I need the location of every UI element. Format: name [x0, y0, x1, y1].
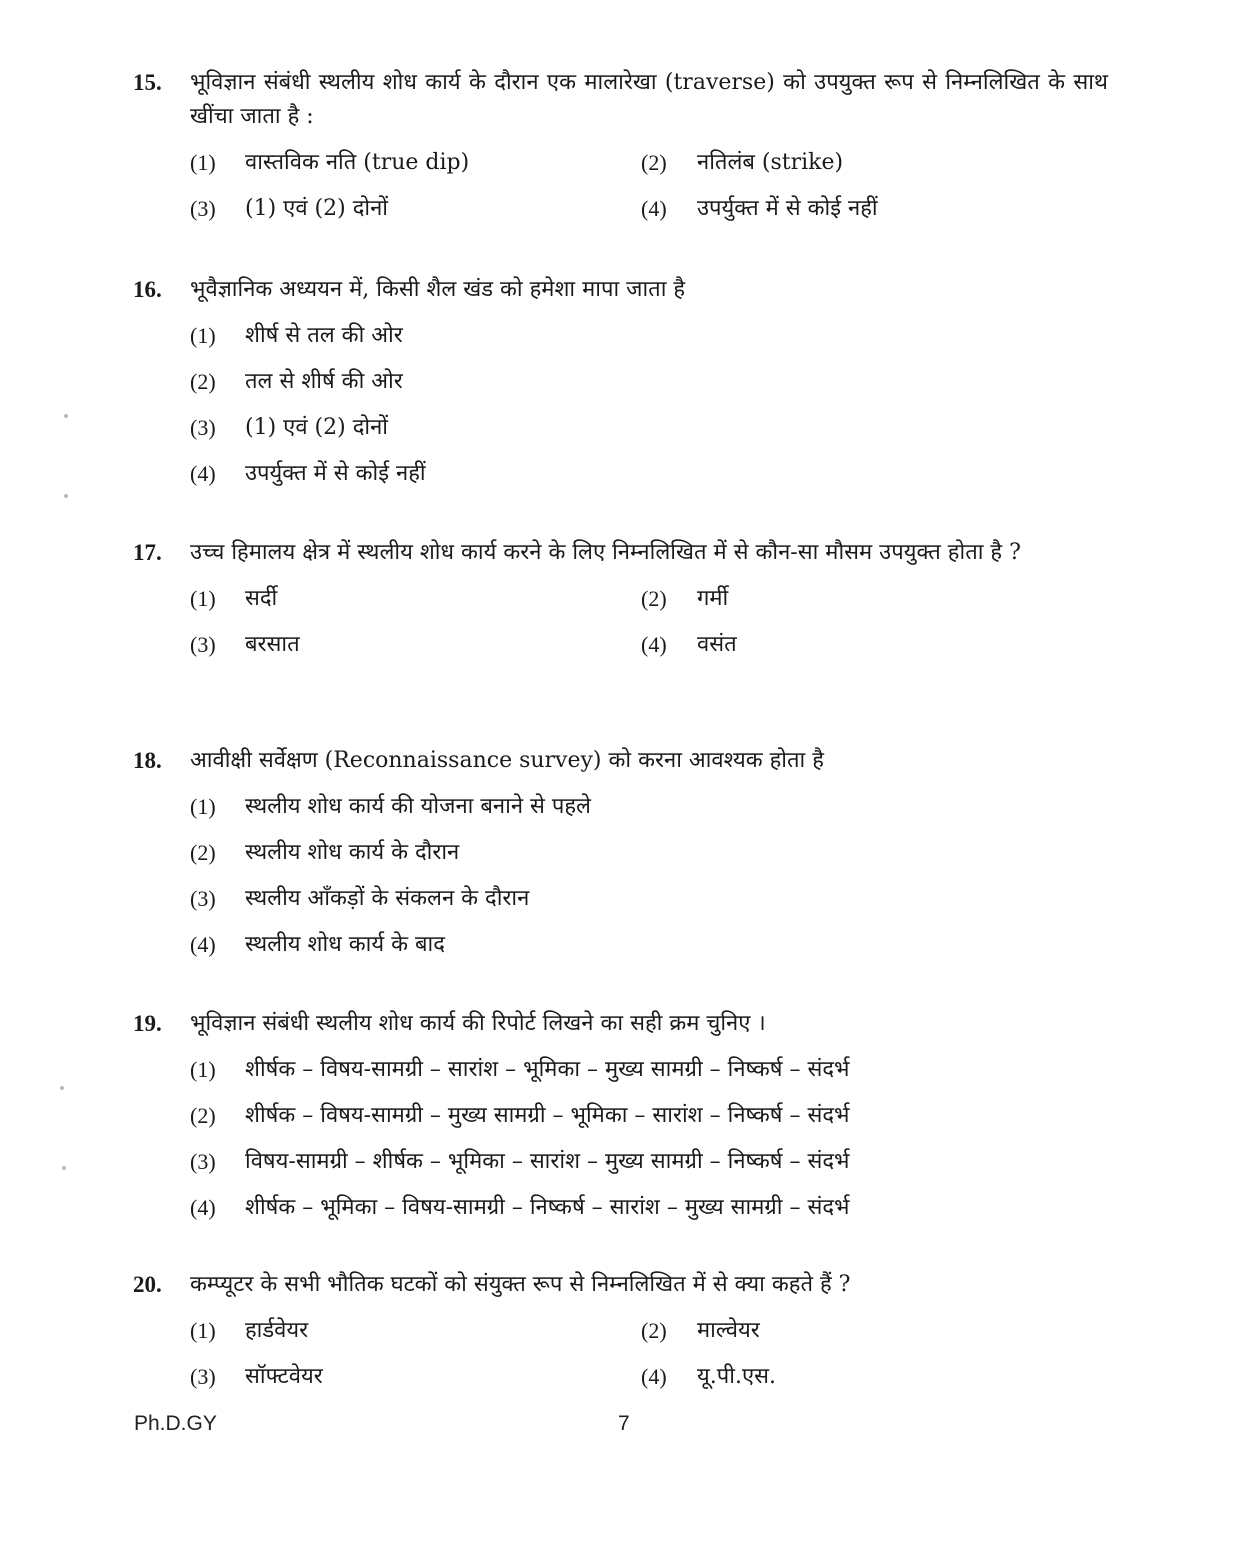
option-text: उपर्युक्त में से कोई नहीं: [697, 196, 878, 221]
option-text: उपर्युक्त में से कोई नहीं: [245, 461, 426, 486]
option-text: (1) एवं (2) दोनों: [245, 415, 388, 440]
question-body: भूविज्ञान संबंधी स्थलीय शोध कार्य की रिपोर्ट लिखने का सही क्रम चुनिए ।: [190, 1011, 766, 1036]
option-number: (3): [190, 632, 216, 657]
option-number: (4): [190, 932, 216, 957]
option-row: [133, 582, 1108, 628]
option-number: (2): [190, 369, 216, 394]
option[interactable]: [133, 411, 1108, 457]
option[interactable]: [133, 790, 1108, 836]
question-body: भूवैज्ञानिक अध्ययन में, किसी शैल खंड को हमेशा मापा जाता है: [190, 277, 686, 302]
option-number: (1): [190, 1057, 216, 1082]
option-text: स्थलीय आँकड़ों के संकलन के दौरान: [245, 886, 530, 911]
question-18: [133, 744, 1108, 974]
option[interactable]: [133, 457, 1108, 503]
option-text: स्थलीय शोध कार्य की योजना बनाने से पहले: [245, 794, 591, 819]
question-text: [133, 273, 1108, 307]
option-number: (2): [641, 1318, 667, 1343]
option-number: (1): [190, 150, 216, 175]
option-list: [133, 1314, 1108, 1406]
option[interactable]: [133, 1191, 1108, 1237]
question-20: [133, 1268, 1108, 1406]
option-number: (4): [190, 461, 216, 486]
option-text: विषय-सामग्री – शीर्षक – भूमिका – सारांश – मुख्य सामग्री – निष्कर्ष – संदर्भ: [245, 1149, 850, 1174]
option-text: शीर्षक – विषय-सामग्री – मुख्य सामग्री – भूमिका – सारांश – निष्कर्ष – संदर्भ: [245, 1103, 850, 1128]
question-15: [133, 66, 1108, 238]
option-number: (3): [190, 886, 216, 911]
option-row: [133, 628, 1108, 674]
option-text: माल्वेयर: [697, 1318, 760, 1343]
option[interactable]: [133, 928, 1108, 974]
option-number: (3): [190, 1364, 216, 1389]
question-number: 15.: [133, 70, 162, 95]
paper-code: Ph.D.GY: [134, 1412, 217, 1435]
question-text: [133, 536, 1108, 570]
option-row: [133, 146, 1108, 192]
option-number: (3): [190, 196, 216, 221]
option-text: गर्मी: [697, 586, 729, 611]
option-number: (2): [641, 586, 667, 611]
question-text: [133, 66, 1108, 134]
question-body: कम्प्यूटर के सभी भौतिक घटकों को संयुक्त रूप से निम्नलिखित में से क्या कहते हैं ?: [190, 1272, 851, 1297]
question-number: 19.: [133, 1011, 162, 1036]
option[interactable]: [133, 365, 1108, 411]
option-number: (2): [190, 1103, 216, 1128]
option-text: नतिलंब (strike): [697, 150, 844, 175]
option-number: (1): [190, 794, 216, 819]
option-list: [133, 1053, 1108, 1237]
option-list: [133, 146, 1108, 238]
option-text: सर्दी: [245, 586, 278, 611]
option[interactable]: [133, 1099, 1108, 1145]
question-number: 20.: [133, 1272, 162, 1297]
option-number: (4): [190, 1195, 216, 1220]
option-row: [133, 192, 1108, 238]
option-text: शीर्ष से तल की ओर: [245, 323, 403, 348]
option[interactable]: [133, 882, 1108, 928]
option[interactable]: [133, 836, 1108, 882]
question-number: 18.: [133, 748, 162, 773]
option-text: स्थलीय शोध कार्य के बाद: [245, 932, 445, 957]
option-text: बरसात: [245, 632, 300, 657]
option-number: (2): [641, 150, 667, 175]
option-text: सॉफ्टवेयर: [245, 1364, 323, 1389]
option-text: वास्तविक नति (true dip): [245, 150, 470, 175]
question-number: 16.: [133, 277, 162, 302]
option-number: (3): [190, 415, 216, 440]
page-number: 7: [618, 1412, 630, 1435]
question-text: [133, 1268, 1108, 1302]
question-text: [133, 1007, 1108, 1041]
option-text: (1) एवं (2) दोनों: [245, 196, 388, 221]
option-number: (3): [190, 1149, 216, 1174]
option-text: वसंत: [697, 632, 737, 657]
question-17: [133, 536, 1108, 674]
option-row: [133, 1314, 1108, 1360]
option-number: (4): [641, 632, 667, 657]
option[interactable]: [133, 1145, 1108, 1191]
option-list: [133, 319, 1108, 503]
option-text: शीर्षक – भूमिका – विषय-सामग्री – निष्कर्ष – सारांश – मुख्य सामग्री – संदर्भ: [245, 1195, 850, 1220]
option-list: [133, 790, 1108, 974]
option-text: यू.पी.एस.: [697, 1364, 776, 1389]
question-body: उच्च हिमालय क्षेत्र में स्थलीय शोध कार्य करने के लिए निम्नलिखित में से कौन-सा मौसम उपयुक्त होता है ?: [190, 540, 1021, 565]
question-number: 17.: [133, 540, 162, 565]
option-number: (4): [641, 1364, 667, 1389]
option-number: (1): [190, 1318, 216, 1343]
option[interactable]: [133, 319, 1108, 365]
option-number: (4): [641, 196, 667, 221]
option[interactable]: [133, 1053, 1108, 1099]
option-number: (1): [190, 323, 216, 348]
option-text: तल से शीर्ष की ओर: [245, 369, 403, 394]
question-16: [133, 273, 1108, 503]
question-body: भूविज्ञान संबंधी स्थलीय शोध कार्य के दौरान एक मालारेखा (traverse) को उपयुक्त रूप से निम्नलिखित के साथ खींचा जाता है :: [190, 70, 1108, 129]
option-row: [133, 1360, 1108, 1406]
question-text: [133, 744, 1108, 778]
option-text: शीर्षक – विषय-सामग्री – सारांश – भूमिका – मुख्य सामग्री – निष्कर्ष – संदर्भ: [245, 1057, 850, 1082]
scan-speck: [64, 414, 68, 418]
option-text: हार्डवेयर: [245, 1318, 309, 1343]
option-number: (2): [190, 840, 216, 865]
scan-speck: [60, 1086, 64, 1090]
option-list: [133, 582, 1108, 674]
option-number: (1): [190, 586, 216, 611]
scan-speck: [64, 494, 68, 498]
option-text: स्थलीय शोध कार्य के दौरान: [245, 840, 460, 865]
scan-speck: [62, 1166, 66, 1170]
question-19: [133, 1007, 1108, 1237]
question-body: आवीक्षी सर्वेक्षण (Reconnaissance survey) को करना आवश्यक होता है: [190, 748, 824, 773]
